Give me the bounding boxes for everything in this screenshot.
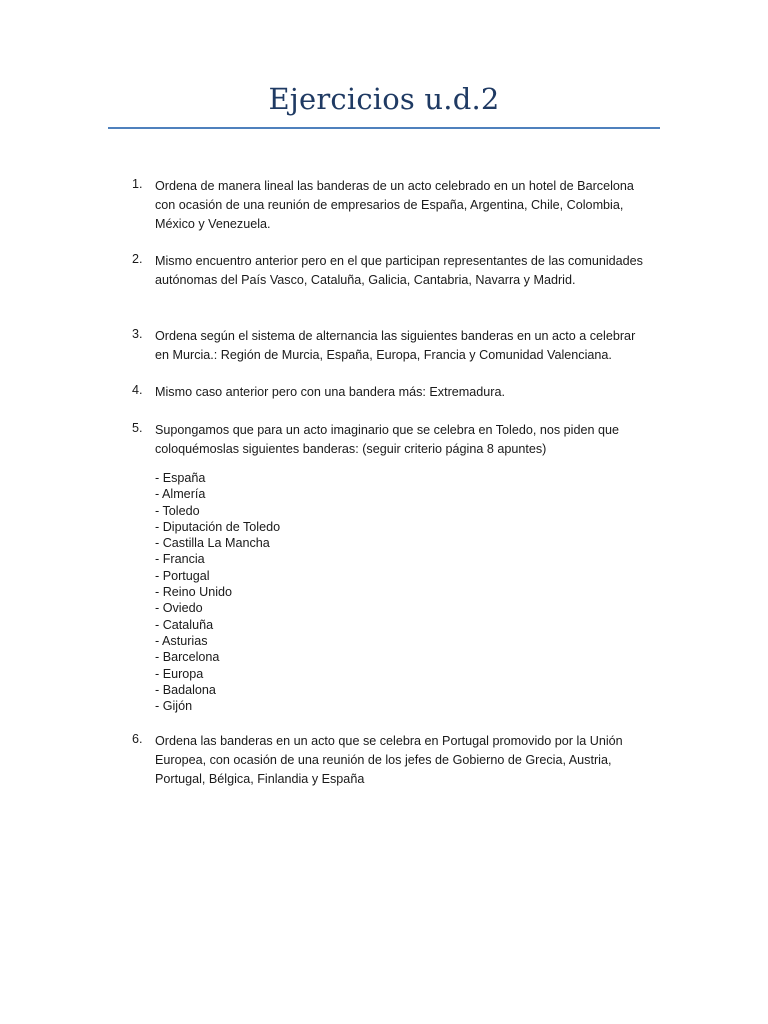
exercise-text: Mismo caso anterior pero con una bandera más: Extremadura. bbox=[155, 385, 505, 399]
flag-list-item: - Badalona bbox=[155, 682, 216, 697]
flag-list-item: - Portugal bbox=[155, 568, 210, 583]
flag-list-item: - Asturias bbox=[155, 633, 208, 648]
exercise-number: 6. bbox=[132, 732, 143, 746]
exercise-number: 3. bbox=[132, 327, 143, 341]
exercise-number: 4. bbox=[132, 383, 143, 397]
exercise-text: Ordena de manera lineal las banderas de un acto celebrado en un hotel de Barcelona con ocasión de una reunión de empresarios de España, Argentina, Chile, Colombia, México y Venezuela. bbox=[155, 179, 634, 231]
flags-list bbox=[155, 470, 280, 714]
flag-list-item: - Oviedo bbox=[155, 601, 203, 616]
flag-list-item: - Barcelona bbox=[155, 650, 220, 665]
exercise-text: Ordena las banderas en un acto que se celebra en Portugal promovido por la Unión Europea, con ocasión de una reunión de los jefes de Gobierno de Grecia, Austria, Portugal, Bélgica, Finlandia y España bbox=[155, 734, 623, 786]
flag-list-item: - Castilla La Mancha bbox=[155, 536, 270, 551]
exercise-number: 5. bbox=[132, 421, 143, 435]
exercise-text: Ordena según el sistema de alternancia las siguientes banderas en un acto a celebrar en Murcia.: Región de Murcia, España, Europa, Francia y Comunidad Valenciana. bbox=[155, 329, 636, 362]
flag-list-item: - Toledo bbox=[155, 503, 200, 518]
flag-list-item: - Francia bbox=[155, 552, 205, 567]
flag-list-item: - España bbox=[155, 471, 206, 485]
flag-list-item: - Diputación de Toledo bbox=[155, 519, 281, 534]
exercise-text: Mismo encuentro anterior pero en el que participan representantes de las comunidades autónomas del País Vasco, Cataluña, Galicia, Cantabria, Navarra y Madrid. bbox=[155, 254, 643, 287]
document-title: Ejercicios u.d.2 bbox=[268, 82, 500, 116]
flag-list-item: - Reino Unido bbox=[155, 585, 233, 600]
exercise-text: Supongamos que para un acto imaginario que se celebra en Toledo, nos piden que coloquémoslas siguientes banderas: (seguir criterio página 8 apuntes) bbox=[155, 423, 619, 456]
flag-list-item: - Almería bbox=[155, 487, 206, 502]
exercise-number: 2. bbox=[132, 252, 143, 266]
exercise-number: 1. bbox=[132, 177, 143, 191]
flag-list-item: - Cataluña bbox=[155, 617, 214, 632]
flag-list-item: - Europa bbox=[155, 666, 204, 681]
flag-list-item: - Gijón bbox=[155, 699, 193, 714]
title-underline bbox=[108, 127, 660, 129]
